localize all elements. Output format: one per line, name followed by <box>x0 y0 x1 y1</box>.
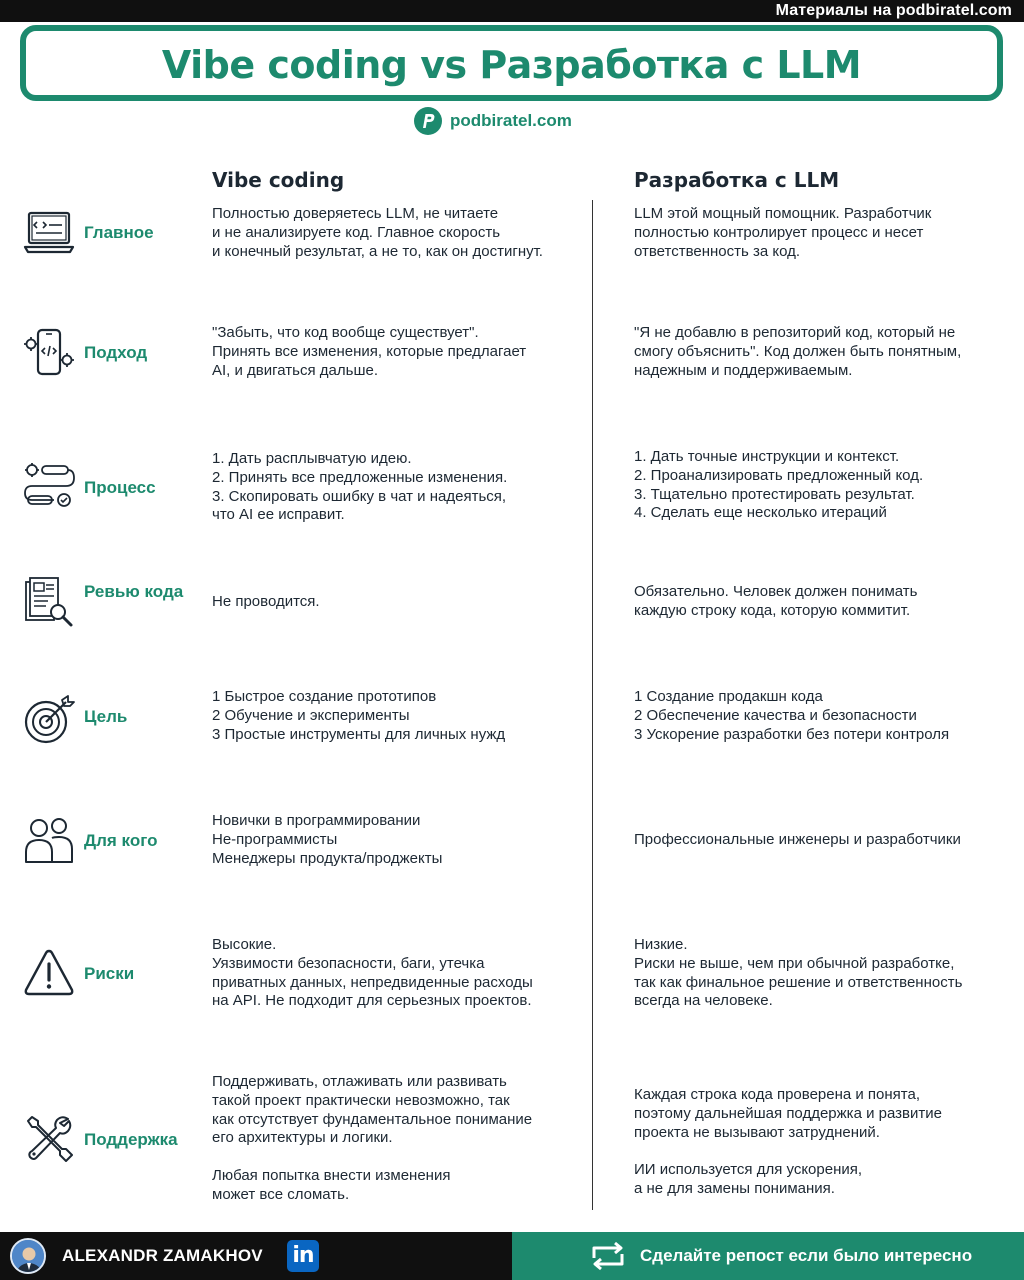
cell-llm: Обязательно. Человек должен понимать каждую строку кода, которую коммитит. <box>634 583 918 619</box>
tools-icon <box>22 1111 76 1165</box>
row-label: Поддержка <box>84 1130 178 1149</box>
row-label: Главное <box>84 223 154 242</box>
warning-icon <box>22 946 76 1000</box>
cell-llm: LLM этой мощный помощник. Разработчик полностью контролирует процесс и несет ответственность за код. <box>634 205 932 260</box>
cell-llm: 1 Создание продакшн кода 2 Обеспечение качества и безопасности 3 Ускорение разработки без потери контроля <box>634 688 950 743</box>
repost-cta-text: Сделайте репост если было интересно <box>640 1246 973 1265</box>
avatar[interactable] <box>10 1238 46 1274</box>
cell-vibe: Высокие. Уязвимости безопасности, баги, утечка приватных данных, непредвиденные расходы на API. Не подходит для серьезных проектов. <box>212 936 533 1010</box>
cell-llm: Низкие. Риски не выше, чем при обычной разработке, так как финальное решение и ответственность всегда на человеке. <box>634 936 963 1010</box>
cell-vibe: Поддерживать, отлаживать или развивать такой проект практически невозможно, так как отсутствует фундаментальное понимание его архитектуры и логики. Любая попытка внести изменения может все сломать. <box>212 1073 533 1203</box>
top-bar <box>0 0 1024 22</box>
cell-vibe: Не проводится. <box>212 593 320 610</box>
document-search-icon <box>22 574 76 628</box>
row-label: Процесс <box>84 478 156 497</box>
brand[interactable] <box>414 106 572 136</box>
phone-gears-icon <box>22 326 76 380</box>
row-label: Ревью кода <box>84 582 184 601</box>
repost-icon <box>588 1240 628 1272</box>
column-divider <box>592 200 593 1210</box>
cell-vibe: 1 Быстрое создание прототипов 2 Обучение и эксперименты 3 Простые инструменты для личных нужд <box>212 688 506 743</box>
cell-llm: Каждая строка кода проверена и понята, поэтому дальнейшая поддержка и развитие проекта не вызывают затруднений. ИИ используется для ускорения, а не для замены понимания. <box>634 1086 942 1197</box>
users-icon <box>22 814 76 868</box>
column-header-right: Разработка с LLM <box>634 168 840 192</box>
cell-llm: Профессиональные инженеры и разработчики <box>634 831 961 848</box>
brand-name: podbiratel.com <box>450 111 572 130</box>
footer-cta-bar[interactable] <box>512 1232 1024 1280</box>
row-label: Подход <box>84 343 148 362</box>
cell-vibe: 1. Дать расплывчатую идею. 2. Принять все предложенные изменения. 3. Скопировать ошибку в чат и надеяться, что AI ее исправит. <box>212 450 508 524</box>
column-header-left: Vibe coding <box>212 168 345 192</box>
cell-llm: "Я не добавлю в репозиторий код, который не смогу объяснить". Код должен быть понятным, надежным и поддерживаемым. <box>634 324 962 379</box>
cell-vibe: "Забыть, что код вообще существует". Принять все изменения, которые предлагает AI, и двигаться дальше. <box>212 324 527 379</box>
laptop-code-icon <box>22 207 76 261</box>
cell-vibe: Полностью доверяетесь LLM, не читаете и не анализируете код. Главное скорость и конечный результат, а не то, как он достигнут. <box>212 205 543 260</box>
author-name: ALEXANDR ZAMAKHOV <box>62 1246 263 1265</box>
target-icon <box>22 692 76 746</box>
linkedin-icon[interactable]: in <box>287 1240 319 1272</box>
page-title: Vibe coding vs Разработка с LLM <box>161 43 862 87</box>
topbar-link-text[interactable]: Материалы на podbiratel.com <box>775 2 1012 19</box>
footer-author-bar <box>0 1232 512 1280</box>
workflow-icon <box>22 460 76 514</box>
cell-vibe: Новички в программировании Не-программисты Менеджеры продукта/проджекты <box>212 812 443 867</box>
cell-llm: 1. Дать точные инструкции и контекст. 2. Проанализировать предложенный код. 3. Тщательно протестировать результат. 4. Сделать еще несколько итераций <box>634 448 924 522</box>
title-banner <box>20 25 1003 101</box>
row-label: Для кого <box>84 831 158 850</box>
row-label: Цель <box>84 707 128 726</box>
row-label: Риски <box>84 964 135 983</box>
brand-logo-icon <box>414 107 442 135</box>
